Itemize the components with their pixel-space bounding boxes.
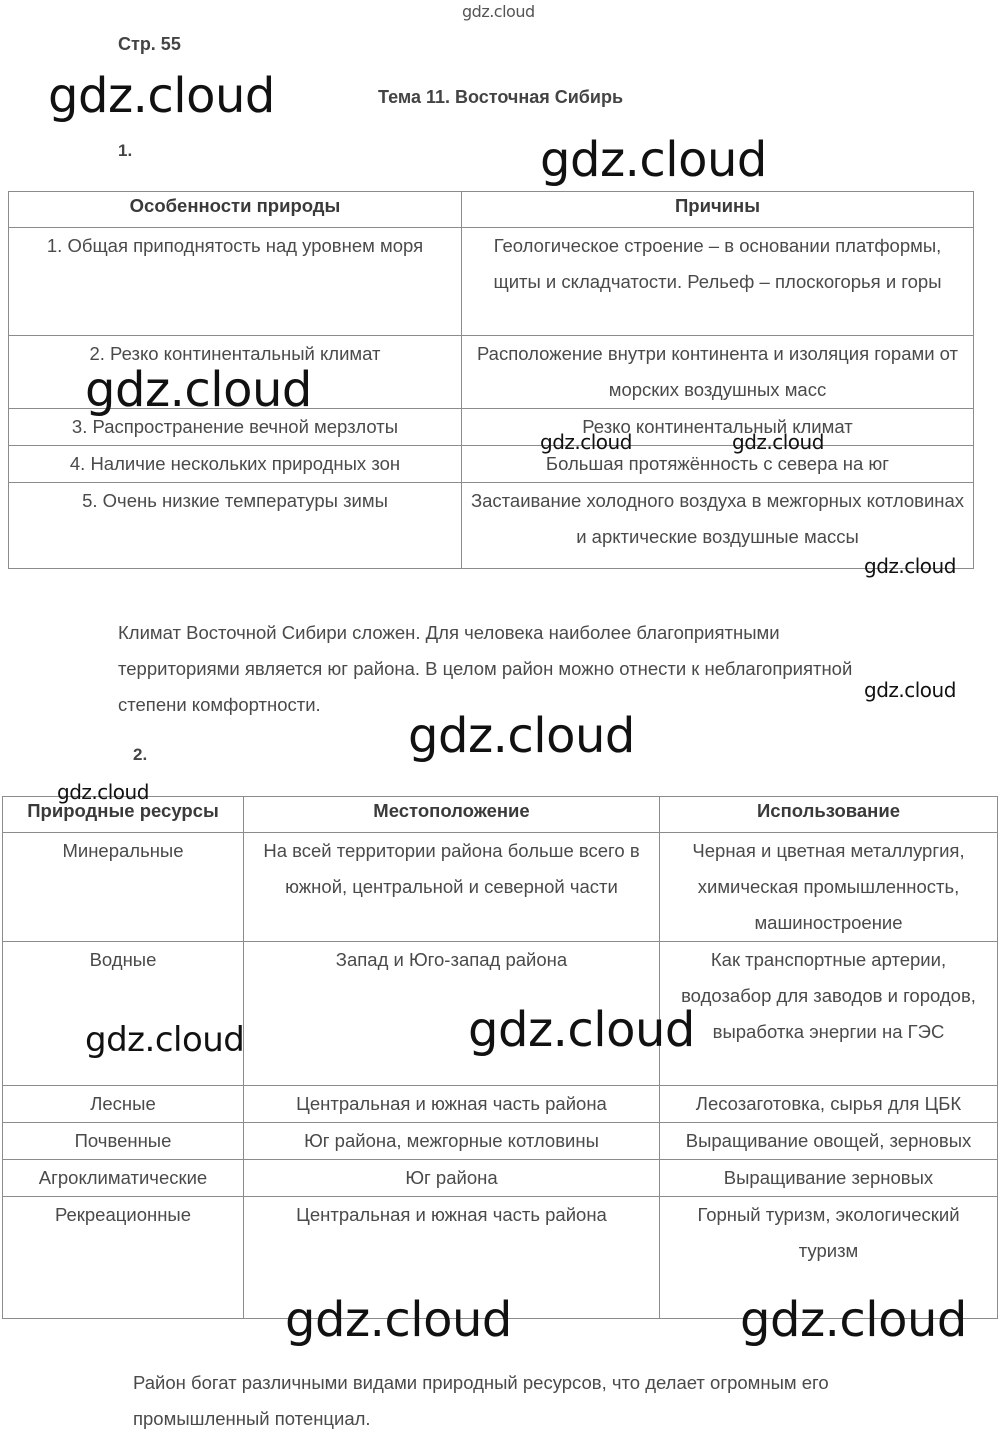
- reason-cell: Большая протяжённость с севера на юг: [462, 446, 974, 483]
- column-header: Причины: [462, 192, 974, 228]
- usage-cell: Лесозаготовка, сырья для ЦБК: [660, 1086, 998, 1123]
- feature-cell: 3. Распространение вечной мерзлоты: [9, 409, 462, 446]
- resource-cell: Рекреационные: [3, 1197, 244, 1319]
- reason-cell: Геологическое строение – в основании платформы, щиты и складчатости. Рельеф – плоскогорья и горы: [462, 228, 974, 336]
- usage-cell: Горный туризм, экологический туризм: [660, 1197, 998, 1319]
- usage-cell: Выращивание зерновых: [660, 1160, 998, 1197]
- section-1-number: 1.: [118, 141, 133, 160]
- watermark: gdz.cloud: [85, 1020, 245, 1060]
- table-header-row: [3, 797, 998, 833]
- location-cell: Юг района, межгорные котловины: [244, 1123, 660, 1160]
- table-row: [9, 483, 974, 569]
- resource-cell: Агроклиматические: [3, 1160, 244, 1197]
- column-header: Природные ресурсы: [3, 797, 244, 833]
- watermark: gdz.cloud: [285, 1292, 512, 1348]
- table-row: [3, 1086, 998, 1123]
- page-number: Стр. 55: [118, 34, 181, 54]
- watermark: gdz.cloud: [468, 1002, 695, 1058]
- table-row: [3, 833, 998, 942]
- feature-cell: 5. Очень низкие температуры зимы: [9, 483, 462, 569]
- watermark: gdz.cloud: [864, 554, 956, 578]
- table-header-row: [9, 192, 974, 228]
- watermark: gdz.cloud: [540, 132, 767, 188]
- section-1-conclusion: Климат Восточной Сибири сложен. Для человека наиболее благоприятными территориями является юг района. В целом район можно отнести к неблагоприятной степени комфортности.: [118, 622, 853, 715]
- feature-cell: 2. Резко континентальный климат: [9, 336, 462, 409]
- topic-title: Тема 11. Восточная Сибирь: [378, 87, 624, 107]
- column-header: Особенности природы: [9, 192, 462, 228]
- reason-cell: Резко континентальный климат: [462, 409, 974, 446]
- usage-cell: Черная и цветная металлургия, химическая промышленность, машиностроение: [660, 833, 998, 942]
- watermark: gdz.cloud: [48, 68, 275, 124]
- watermark: gdz.cloud: [740, 1292, 967, 1348]
- reason-cell: Расположение внутри континента и изоляция горами от морских воздушных масс: [462, 336, 974, 409]
- reason-cell: Застаивание холодного воздуха в межгорных котловинах и арктические воздушные массы: [462, 483, 974, 569]
- watermark: gdz.cloud: [540, 430, 632, 454]
- watermark: gdz.cloud: [732, 430, 824, 454]
- feature-cell: 4. Наличие нескольких природных зон: [9, 446, 462, 483]
- resource-cell: Минеральные: [3, 833, 244, 942]
- resource-cell: Водные: [3, 942, 244, 1086]
- section-2-conclusion: Район богат различными видами природный ресурсов, что делает огромным его промышленный потенциал.: [133, 1372, 829, 1429]
- section-2-number: 2.: [133, 745, 148, 764]
- location-cell: Центральная и южная часть района: [244, 1086, 660, 1123]
- location-cell: Запад и Юго-запад района: [244, 942, 660, 1086]
- table-row: [9, 446, 974, 483]
- usage-cell: Выращивание овощей, зерновых: [660, 1123, 998, 1160]
- table-row: [3, 1160, 998, 1197]
- resource-cell: Почвенные: [3, 1123, 244, 1160]
- feature-cell: 1. Общая приподнятость над уровнем моря: [9, 228, 462, 336]
- location-cell: Центральная и южная часть района: [244, 1197, 660, 1319]
- watermark: gdz.cloud: [408, 708, 635, 764]
- table-row: [3, 1123, 998, 1160]
- site-watermark-top: gdz.cloud: [462, 2, 535, 21]
- column-header: Местоположение: [244, 797, 660, 833]
- table-row: [9, 228, 974, 336]
- watermark: gdz.cloud: [85, 362, 312, 418]
- location-cell: На всей территории района больше всего в южной, центральной и северной части: [244, 833, 660, 942]
- watermark: gdz.cloud: [864, 678, 956, 702]
- location-cell: Юг района: [244, 1160, 660, 1197]
- watermark: gdz.cloud: [57, 780, 149, 804]
- column-header: Использование: [660, 797, 998, 833]
- resource-cell: Лесные: [3, 1086, 244, 1123]
- usage-cell: Как транспортные артерии, водозабор для заводов и городов, выработка энергии на ГЭС: [660, 942, 998, 1086]
